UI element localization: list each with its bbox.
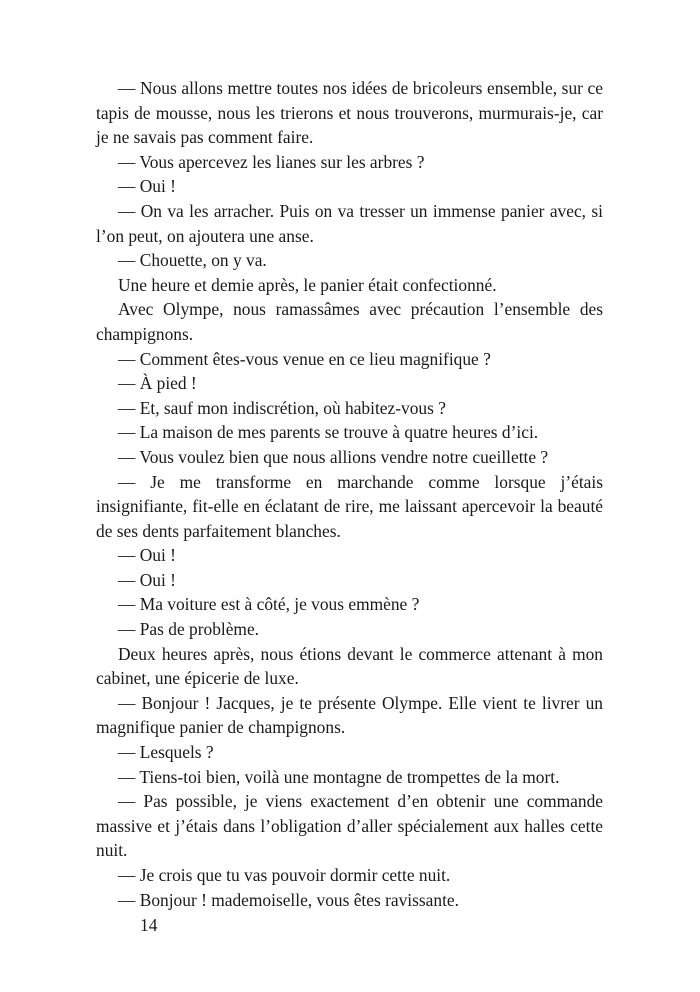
paragraph: — Bonjour ! Jacques, je te présente Olympe. Elle vient te livrer un magnifique panier de champignons. xyxy=(96,692,603,738)
paragraph: — Oui ! xyxy=(118,569,176,590)
page-body xyxy=(96,76,603,912)
paragraph: — À pied ! xyxy=(118,373,197,394)
paragraph: — Nous allons mettre toutes nos idées de bricoleurs ensemble, sur ce tapis de mousse, nous les trierons et nous trouverons, murmurais-je, car je ne savais pas comment faire. xyxy=(96,78,603,148)
paragraph: — Et, sauf mon indiscrétion, où habitez-vous ? xyxy=(118,397,446,418)
paragraph: — Je crois que tu vas pouvoir dormir cette nuit. xyxy=(118,865,451,885)
paragraph: — Chouette, on y va. xyxy=(118,250,267,271)
paragraph: — Pas possible, je viens exactement d’en obtenir une commande massive et j’étais dans l’obligation d’aller spécialement aux halles cette nuit. xyxy=(96,791,603,861)
paragraph: — Comment êtes-vous venue en ce lieu magnifique ? xyxy=(118,348,491,369)
page-number: 14 xyxy=(140,915,158,935)
paragraph: — Je me transforme en marchande comme lorsque j’étais insignifiante, fit-elle en éclatant de rire, me laissant apercevoir la beauté de ses dents parfaitement blanches. xyxy=(96,471,603,541)
paragraph: — Vous voulez bien que nous allions vendre notre cueillette ? xyxy=(118,446,549,467)
paragraph: — Oui ! xyxy=(118,176,176,197)
paragraph: — Vous apercevez les lianes sur les arbres ? xyxy=(118,151,425,172)
paragraph: — Oui ! xyxy=(118,545,176,566)
paragraph: — Tiens-toi bien, voilà une montagne de trompettes de la mort. xyxy=(118,766,560,787)
paragraph: — Bonjour ! mademoiselle, vous êtes ravissante. xyxy=(118,889,459,910)
paragraph: Une heure et demie après, le panier était confectionné. xyxy=(118,274,497,295)
paragraph: — La maison de mes parents se trouve à quatre heures d’ici. xyxy=(118,422,539,443)
paragraph: — Ma voiture est à côté, je vous emmène ? xyxy=(118,594,420,615)
paragraph: — On va les arracher. Puis on va tresser un immense panier avec, si l’on peut, on ajoutera une anse. xyxy=(96,200,603,246)
paragraph: — Lesquels ? xyxy=(118,742,214,763)
paragraph: — Pas de problème. xyxy=(118,619,260,640)
paragraph: Deux heures après, nous étions devant le commerce attenant à mon cabinet, une épicerie de luxe. xyxy=(96,643,603,689)
paragraph: Avec Olympe, nous ramassâmes avec précaution l’ensemble des champignons. xyxy=(96,299,603,344)
